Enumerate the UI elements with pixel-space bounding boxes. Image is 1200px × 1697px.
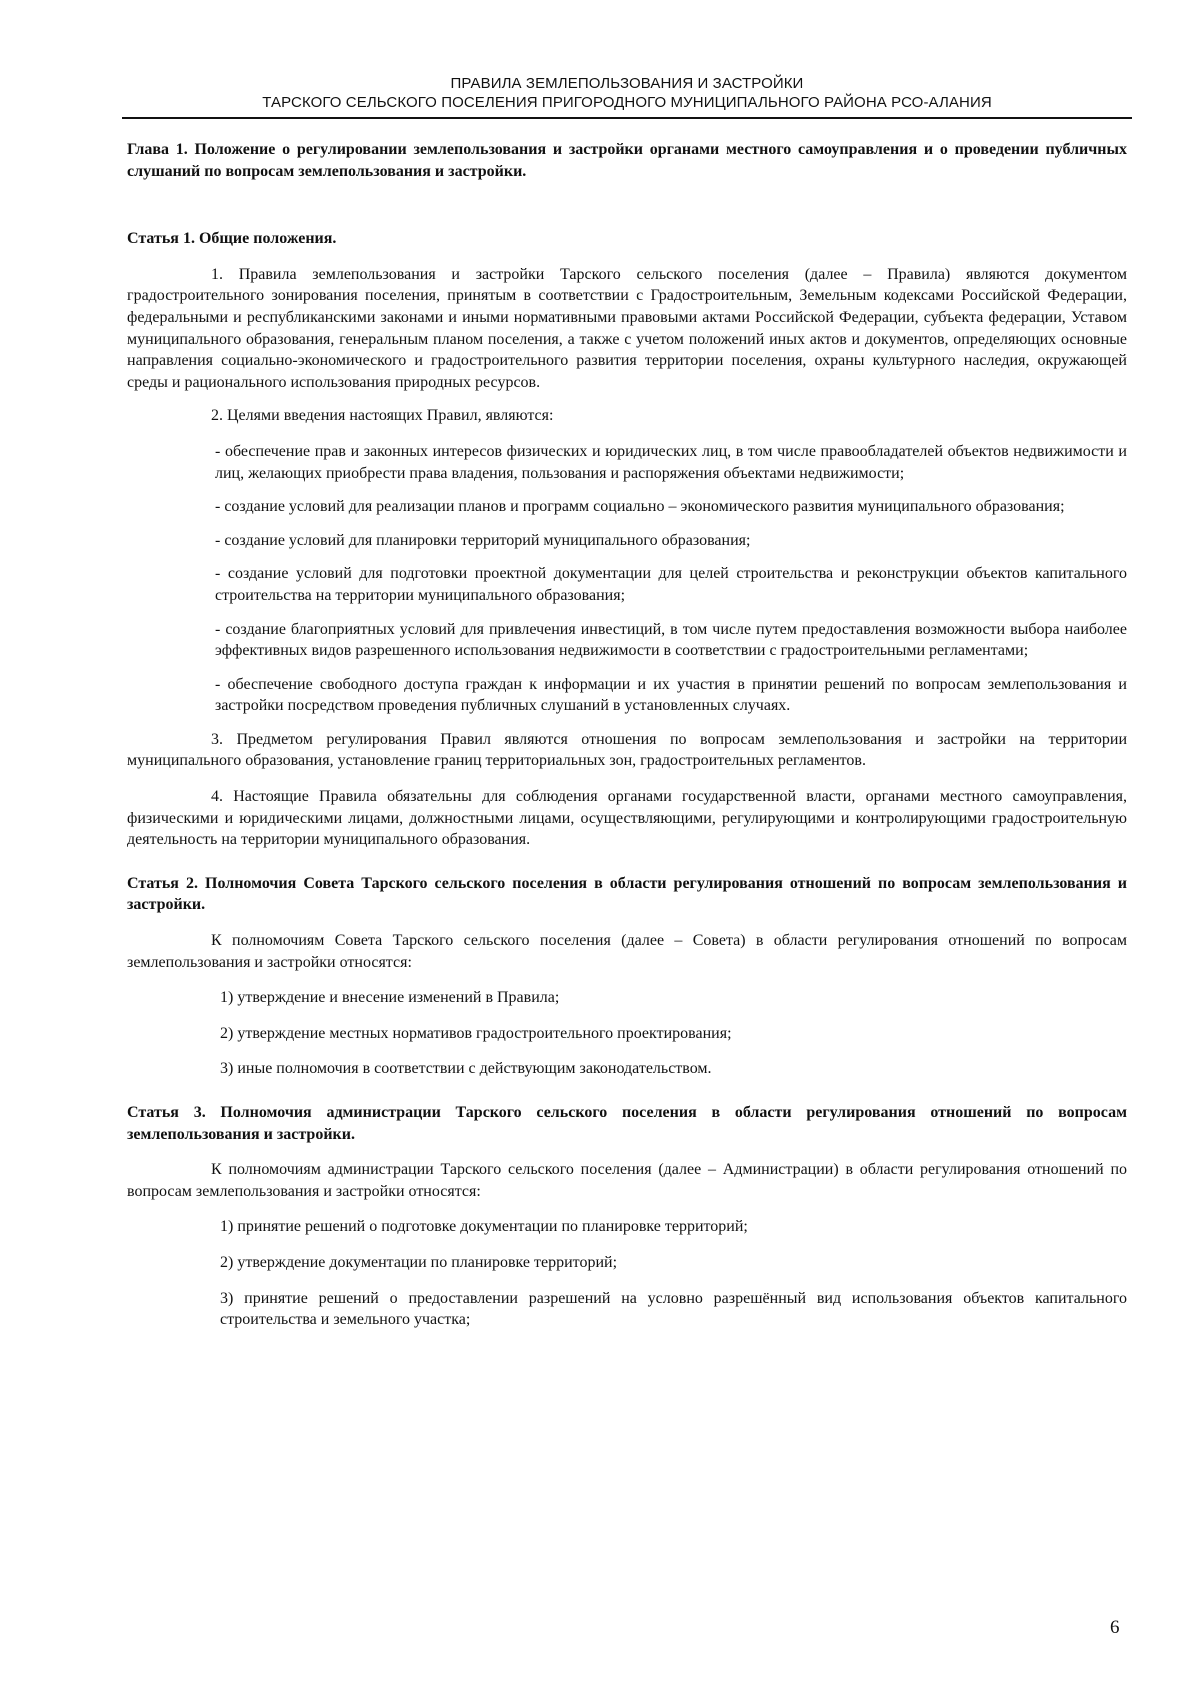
goal-item: - создание условий для подготовки проектной документации для целей строительства и реконструкции объектов капитального строительства на территории муниципального образования; <box>215 565 1127 604</box>
goal-item: - обеспечение прав и законных интересов физических и юридических лиц, в том числе правообладателей объектов недвижимости и лиц, желающих приобрести права владения, пользования и распоряжения объектами недвижимости; <box>215 442 1127 482</box>
article-1-paragraph-3: 3. Предметом регулирования Правил являются отношения по вопросам землепользования и застройки на территории муниципального образования, установление границ территориальных зон, градостроительных регламентов. <box>127 730 1127 770</box>
header-divider <box>122 117 1132 119</box>
page-number: 6 <box>1110 1617 1120 1638</box>
article-3-title: Статья 3. Полномочия администрации Тарского сельского поселения в области регулирования отношений по вопросам землепользования и застройки. <box>127 1104 1127 1143</box>
goal-item: - создание благоприятных условий для привлечения инвестиций, в том числе путем предоставления возможности выбора наиболее эффективных видов разрешенного использования недвижимости в соответствии с градостроительными регламентами; <box>215 620 1127 660</box>
article-1-paragraph-2: 2. Целями введения настоящих Правил, являются: <box>211 407 554 425</box>
article-2-title: Статья 2. Полномочия Совета Тарского сельского поселения в области регулирования отношений по вопросам землепользования и застройки. <box>127 874 1127 914</box>
article-3-item: 2) утверждение документации по планировке территорий; <box>220 1253 618 1271</box>
header-line-1: ПРАВИЛА ЗЕМЛЕПОЛЬЗОВАНИЯ И ЗАСТРОЙКИ <box>450 75 804 92</box>
header-line-2: ТАРСКОГО СЕЛЬСКОГО ПОСЕЛЕНИЯ ПРИГОРОДНОГО МУНИЦИПАЛЬНОГО РАЙОНА РСО-АЛАНИЯ <box>262 94 992 111</box>
article-2-item: 3) иные полномочия в соответствии с действующим законодательством. <box>220 1060 712 1078</box>
document-body <box>127 139 1127 1331</box>
article-3-intro: К полномочиям администрации Тарского сельского поселения (далее – Администрации) в области регулирования отношений по вопросам землепользования и застройки относятся: <box>127 1161 1127 1200</box>
article-2-item: 1) утверждение и внесение изменений в Правила; <box>220 989 560 1007</box>
article-3-item: 3) принятие решений о предоставлении разрешений на условно разрешённый вид использования объектов капитального строительства и земельного участка; <box>220 1289 1127 1329</box>
article-1-paragraph-4: 4. Настоящие Правила обязательны для соблюдения органами государственной власти, органами местного самоуправления, физическими и юридическими лицами, должностными лицами, осуществляющими, регулирующими и контролирующими градостроительную деятельность на территории муниципального образования. <box>127 788 1127 849</box>
chapter-title: Глава 1. Положение о регулировании землепользования и застройки органами местного самоуправления и о проведении публичных слушаний по вопросам землепользования и застройки. <box>127 141 1127 180</box>
article-1-title: Статья 1. Общие положения. <box>127 230 337 248</box>
article-1-paragraph-1: 1. Правила землепользования и застройки Тарского сельского поселения (далее – Правила) являются документом градостроительного зонирования поселения, принятым в соответствии с Градостроительным, Земельным кодексами Российской Федерации, федеральными и республиканскими законами и иными нормативными правовыми актами Российской Федерации, субъекта федерации, Уставом муниципального образования, генеральным планом поселения, а также с учетом положений иных актов и документов, определяющих основные направления социально-экономического и градостроительного развития территории поселения, охраны культурного наследия, окружающей среды и рационального использования природных ресурсов. <box>127 265 1127 391</box>
article-2-item: 2) утверждение местных нормативов градостроительного проектирования; <box>220 1024 732 1042</box>
running-header <box>122 74 1132 112</box>
goal-item: - создание условий для реализации планов и программ социально – экономического развития муниципального образования; <box>215 498 1065 516</box>
goal-item: - создание условий для планировки территорий муниципального образования; <box>215 531 751 549</box>
article-3-item: 1) принятие решений о подготовке документации по планировке территорий; <box>220 1218 748 1236</box>
article-2-intro: К полномочиям Совета Тарского сельского поселения (далее – Совета) в области регулирования отношений по вопросам землепользования и застройки относятся: <box>127 932 1127 971</box>
goal-item: - обеспечение свободного доступа граждан к информации и их участия в принятии решений по вопросам землепользования и застройки посредством проведения публичных слушаний в установленных случаях. <box>215 675 1127 715</box>
